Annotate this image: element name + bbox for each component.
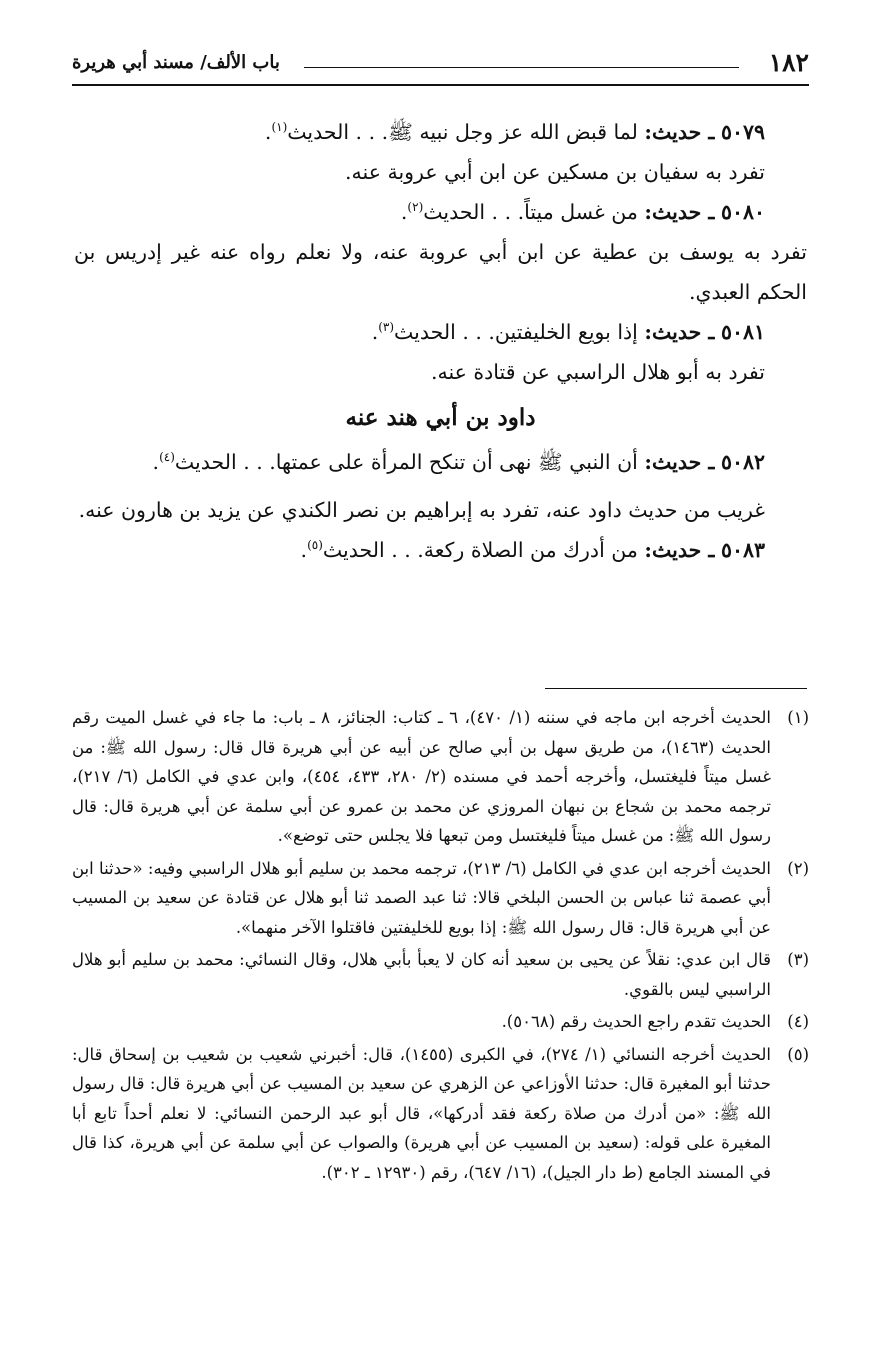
hadith-note: تفرد به يوسف بن عطية عن ابن أبي عروبة عنه، ولا نعلم رواه عنه غير إدريس بن الحكم العبدي. bbox=[74, 240, 807, 304]
hadith-text: إذا بويع الخليفتين. . . الحديث bbox=[394, 320, 638, 344]
footnote-number: (١) bbox=[787, 708, 809, 727]
hadith-label: حديث bbox=[651, 450, 702, 474]
hadith-label: حديث bbox=[651, 120, 702, 144]
hadith-number: ٥٠٨١ bbox=[720, 320, 765, 344]
hadith-text: أن النبي ﷺ نهى أن تنكح المرأة على عمتها. . . الحديث bbox=[174, 450, 638, 474]
main-text bbox=[74, 112, 807, 570]
footnote bbox=[72, 854, 809, 943]
footnote-number: (٥) bbox=[787, 1044, 809, 1064]
spacer bbox=[74, 482, 807, 490]
hadith-number: ٥٠٨٢ bbox=[720, 450, 765, 474]
footnote-ref: (٣) bbox=[378, 320, 395, 334]
footnote bbox=[72, 945, 809, 1004]
footnote-separator bbox=[545, 688, 807, 689]
footnote-text: الحديث تقدم راجع الحديث رقم (٥٠٦٨). bbox=[501, 1012, 771, 1031]
running-header bbox=[72, 48, 809, 86]
hadith-entry: ٥٠٨٢ ـ حديث: أن النبي ﷺ نهى أن تنكح المرأة على عمتها. . . الحديث$^{(٤)}$. bbox=[152, 450, 765, 474]
footnote-number: (٤) bbox=[787, 1012, 809, 1031]
hadith-label: حديث bbox=[651, 200, 702, 224]
header-title: باب الألف/ مسند أبي هريرة bbox=[72, 52, 280, 73]
footnote-ref: (٥) bbox=[307, 538, 323, 552]
footnote bbox=[72, 1007, 809, 1037]
footnote-text: الحديث أخرجه ابن ماجه في سننه (١/ ٤٧٠)، ٦ ـ كتاب: الجنائز، ٨ ـ باب: ما جاء في غسل الميت رقم الحديث (١٤٦٣)، من طريق سهل بن أبي صالح عن أبيه عن أبي هريرة قال قال: رسول الله ﷺ: من غسل ميتاً فليغتسل، وأخرجه أحمد في مسنده (٢/ ٢٨٠، ٤٣٣، ٤٥٤)، وابن عدي في الكامل (٦/ ٢١٧)، ترجمه محمد بن شجاع بن نبهان المروزي عن محمد بن عمرو عن أبي سلمة عن أبي هريرة قال: قال رسول الله ﷺ: من غسل ميتاً فليغتسل ومن تبعها فلا يجلس حتى توضع». bbox=[72, 708, 771, 845]
footnote-ref: (٤) bbox=[159, 450, 175, 464]
footnote bbox=[72, 1040, 809, 1188]
footnote-number: (٣) bbox=[787, 950, 809, 969]
section-title: داود بن أبي هند عنه bbox=[345, 404, 536, 431]
hadith-note: تفرد به أبو هلال الراسبي عن قتادة عنه. bbox=[430, 360, 765, 384]
hadith-entry: ٥٠٨١ ـ حديث: إذا بويع الخليفتين. . . الحديث$^{(٣)}$. bbox=[371, 320, 765, 344]
hadith-label-prefix: ـ bbox=[701, 120, 715, 144]
footnotes bbox=[72, 703, 809, 1190]
hadith-text: من غسل ميتاً. . . الحديث bbox=[423, 200, 638, 224]
hadith-entry: ٥٠٧٩ ـ حديث: لما قبض الله عز وجل نبيه ﷺ. . . الحديث$^{(١)}$. bbox=[264, 120, 765, 144]
footnote-ref: (١) bbox=[271, 120, 288, 134]
hadith-note: غريب من حديث داود عنه، تفرد به إبراهيم بن نصر الكندي عن يزيد بن هارون عنه. bbox=[78, 498, 765, 522]
hadith-text: من أدرك من الصلاة ركعة. . . الحديث bbox=[322, 538, 638, 562]
footnote-ref: (٢) bbox=[407, 200, 424, 214]
hadith-label: حديث bbox=[651, 320, 702, 344]
footnote-text: الحديث أخرجه ابن عدي في الكامل (٦/ ٢١٣)، ترجمه محمد بن سليم أبو هلال الراسبي وفيه: «حدثنا ابن أبي عصمة ثنا عباس بن الحسن البلخي قالا: ثنا عبد الصمد ثنا أبو هلال عن قتادة عن سعيد بن المسيب عن أبي هريرة قال: قال رسول الله ﷺ: إذا بويع للخليفتين فاقتلوا الآخر منهما». bbox=[72, 858, 771, 937]
hadith-entry: ٥٠٨٣ ـ حديث: من أدرك من الصلاة ركعة. . . الحديث$^{(٥)}$. bbox=[300, 538, 765, 562]
hadith-text: لما قبض الله عز وجل نبيه ﷺ. . . الحديث bbox=[287, 120, 638, 144]
footnote-text: قال ابن عدي: نقلاً عن يحيى بن سعيد أنه كان لا يعبأ بأبي هلال، وقال النسائي: محمد بن سليم أبو هلال الراسبي ليس بالقوي. bbox=[72, 950, 771, 999]
hadith-label: حديث bbox=[651, 538, 702, 562]
hadith-number: ٥٠٧٩ bbox=[720, 120, 765, 144]
footnote bbox=[72, 703, 809, 851]
header-line bbox=[304, 67, 739, 68]
header-rule bbox=[72, 84, 809, 86]
hadith-number: ٥٠٨٠ bbox=[720, 200, 765, 224]
hadith-entry: ٥٠٨٠ ـ حديث: من غسل ميتاً. . . الحديث$^{(٢)}$. bbox=[400, 200, 765, 224]
footnote-number: (٢) bbox=[787, 858, 809, 878]
hadith-number: ٥٠٨٣ bbox=[720, 538, 765, 562]
footnote-text: الحديث أخرجه النسائي (١/ ٢٧٤)، في الكبرى (١٤٥٥)، قال: أخبرني شعيب بن شعيب بن إسحاق قال: حدثنا أبو المغيرة قال: حدثنا الأوزاعي عن الزهري عن سعيد بن المسيب عن أبي هريرة قال: قال رسول الله ﷺ: «من أدرك من صلاة ركعة فقد أدركها»، قال أبو عبد الرحمن النسائي: لا نعلم أحداً تابع أبا المغيرة على قوله: (سعيد بن المسيب عن أبي هريرة) والصواب عن أبي سلمة عن أبي هريرة، كذا قال في المسند الجامع (ط دار الجيل)، (١٦/ ٦٤٧)، رقم (١٢٩٣٠ ـ ٣٠٢). bbox=[72, 1044, 771, 1182]
hadith-note: تفرد به سفيان بن مسكين عن ابن أبي عروبة عنه. bbox=[345, 160, 765, 184]
page-number: ١٨٢ bbox=[768, 48, 809, 77]
